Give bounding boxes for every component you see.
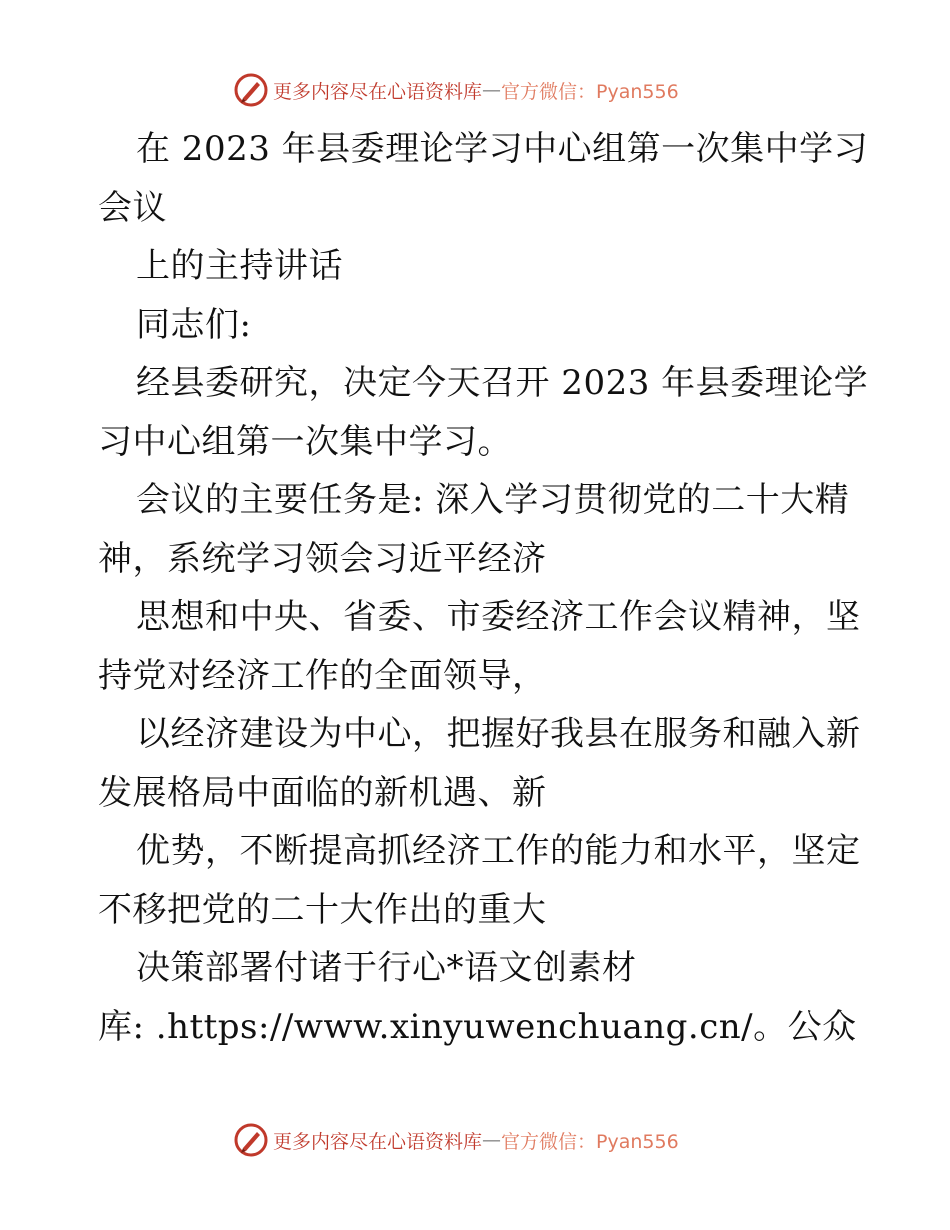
document-body (98, 120, 869, 1056)
watermark-text: 更多内容尽在心语资料库 (273, 1130, 483, 1153)
doc-line: 库: .https://www.xinyuwenchuang.cn/。公众 (98, 1006, 857, 1047)
doc-line: 优势，不断提高抓经济工作的能力和水平，坚定 (136, 831, 861, 871)
doc-line: 不移把党的二十大作出的重大 (98, 889, 547, 930)
doc-line: 会议的主要任务是: 深入学习贯彻党的二十大精 (136, 480, 850, 520)
doc-line: 持党对经济工作的全面领导， (98, 655, 547, 696)
doc-line: 经县委研究，决定今天召开 2023 年县委理论学 (136, 363, 869, 403)
doc-line: 在 2023 年县委理论学习中心组第一次集中学习 (136, 129, 869, 169)
doc-line: 上的主持讲话 (136, 246, 343, 286)
doc-line: 决策部署付诸于行心*语文创素材 (136, 948, 637, 988)
doc-line: 会议 (98, 187, 167, 228)
watermark-text: 更多内容尽在心语资料库 (273, 80, 483, 103)
doc-line: 神，系统学习领会习近平经济 (98, 538, 547, 579)
watermark-separator: — (482, 79, 502, 101)
doc-line: 以经济建设为中心，把握好我县在服务和融入新 (136, 714, 861, 754)
pen-logo-icon (233, 1122, 269, 1158)
doc-line: 发展格局中面临的新机遇、新 (98, 772, 547, 813)
doc-line: 思想和中央、省委、市委经济工作会议精神，坚 (136, 597, 861, 637)
watermark-header (233, 72, 679, 108)
doc-line: 同志们: (136, 304, 252, 345)
pen-logo-icon (233, 72, 269, 108)
watermark-wechat: 官方微信：Pyan556 (501, 1130, 679, 1153)
watermark-footer (233, 1122, 679, 1158)
doc-line: 习中心组第一次集中学习。 (98, 421, 512, 462)
watermark-wechat: 官方微信：Pyan556 (501, 80, 679, 103)
watermark-separator: — (482, 1129, 502, 1151)
